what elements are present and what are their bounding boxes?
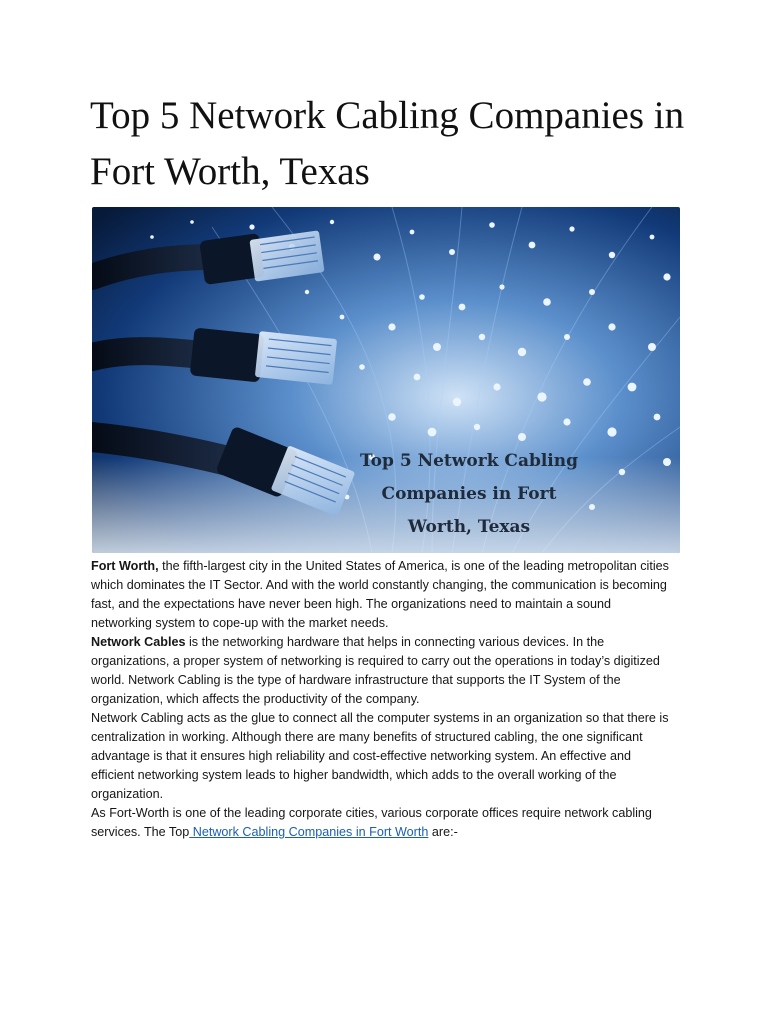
paragraph-top-companies-end: are:- bbox=[428, 825, 458, 839]
paragraph-intro bbox=[91, 557, 671, 633]
paragraph-network-cables bbox=[91, 633, 671, 709]
page-title: Top 5 Network Cabling Companies in Fort Worth, Texas bbox=[90, 94, 685, 193]
paragraph-top-companies bbox=[91, 804, 671, 842]
paragraph-intro-bold: Fort Worth, bbox=[91, 559, 159, 573]
paragraph-intro-text: the fifth-largest city in the United States of America, is one of the leading metropolitan cities which dominates the IT Sector. And with the world constantly changing, the communication is becoming fast, and the expectations have never been high. The organizations need to maintain a sound networking system to cope-up with the market needs. bbox=[91, 559, 669, 630]
hero-caption-line-1: Top 5 Network Cabling bbox=[359, 451, 579, 471]
hero-caption-line-2: Companies in Fort bbox=[381, 484, 557, 504]
paragraph-benefits: Network Cabling acts as the glue to connect all the computer systems in an organization so that there is centralization in working. Although there are many benefits of structured cabling, the one significant advantage is that it ensures high reliability and cost-effective networking system. An effective and efficient networking system leads to higher bandwidth, which adds to the overall working of the organization. bbox=[91, 711, 669, 801]
hero-caption-line-3: Worth, Texas bbox=[407, 517, 531, 537]
paragraph-top-companies-text: As Fort-Worth is one of the leading corporate cities, various corporate offices require network cabling services. The Top bbox=[91, 806, 652, 839]
paragraph-network-cables-bold: Network Cables bbox=[91, 635, 186, 649]
hero-caption bbox=[354, 445, 584, 544]
article-body bbox=[91, 557, 671, 842]
paragraph-network-cables-text: is the networking hardware that helps in connecting various devices. In the organizations, a proper system of networking is required to carry out the operations in today’s digitized world. Network Cabling is the type of hardware infrastructure that supports the IT System of the organization, which affects the productivity of the company. bbox=[91, 635, 660, 706]
companies-link[interactable]: Network Cabling Companies in Fort Worth bbox=[189, 825, 429, 839]
hero-image bbox=[92, 207, 680, 553]
